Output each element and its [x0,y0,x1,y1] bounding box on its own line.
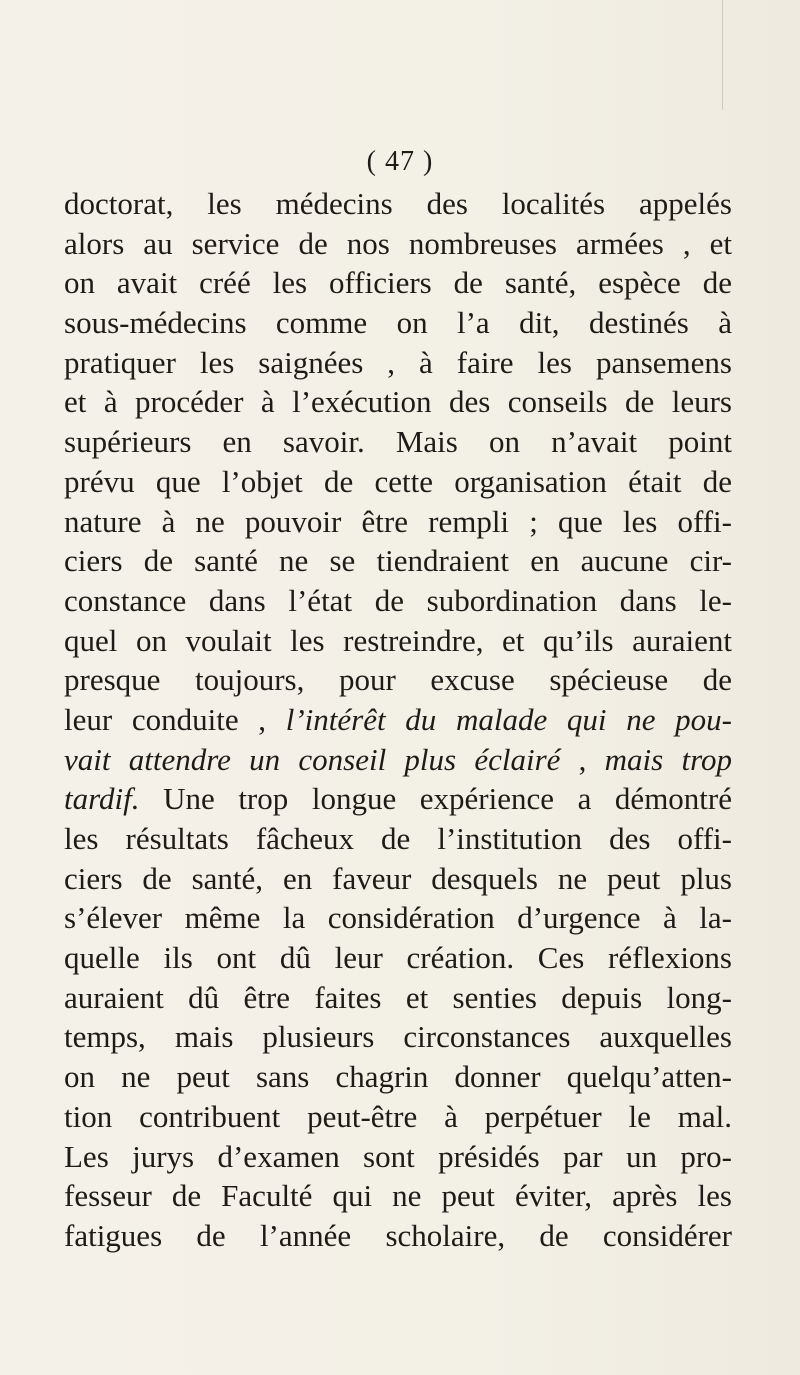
text-line [64,898,732,938]
text-line [64,541,732,581]
text-line [64,184,732,224]
text-line [64,224,732,264]
text-line [64,700,732,740]
text-segment: prévu que l’objet de cette organisation était de [64,463,732,499]
text-segment: leur conduite , [64,701,286,737]
text-line [64,978,732,1018]
text-segment: Les jurys d’examen sont présidés par un pro- [64,1138,732,1174]
text-line [64,1097,732,1137]
page-edge-line [722,0,723,110]
text-segment: et à procéder à l’exécution des conseils de leurs [64,384,732,420]
text-segment: doctorat, les médecins des localités appelés [64,186,732,221]
text-line [64,422,732,462]
text-line [64,621,732,661]
italic-text: tardif. [64,781,140,817]
text-segment: pratiquer les saignées , à faire les pansemens [64,344,732,380]
text-segment: ciers de santé, en faveur desquels ne peut plus [64,860,732,896]
text-line [64,740,732,780]
text-line [64,1137,732,1177]
text-line [64,581,732,621]
text-segment: quel on voulait les restreindre, et qu’ils auraient [64,622,732,658]
text-segment: ciers de santé ne se tiendraient en aucune cir- [64,543,732,579]
page-number: ( 47 ) [366,146,434,177]
text-line [64,819,732,859]
text-segment: temps, mais plusieurs circonstances auxquelles [64,1019,732,1055]
italic-text: mais trop [604,741,733,777]
text-line [64,263,732,303]
text-line [64,382,732,422]
text-line [64,502,732,542]
text-segment: s’élever même la considération d’urgence à la- [64,900,732,936]
text-segment: constance dans l’état de subordination dans le- [64,582,732,618]
text-line [64,1176,732,1216]
text-segment: les résultats fâcheux de l’institution des offi- [64,821,732,856]
text-segment: quelle ils ont dû leur création. Ces réflexions [64,940,732,976]
text-line [64,779,732,819]
text-segment: auraient dû être faites et senties depuis long- [64,979,732,1015]
italic-text: l’intérêt du malade qui ne pou- [285,701,732,737]
text-line [64,462,732,502]
text-line [64,1057,732,1097]
text-line [64,938,732,978]
text-line [64,660,732,700]
text-line [64,343,732,383]
text-segment: Une trop longue expérience a démontré [139,781,732,817]
text-line [64,1216,732,1256]
text-line [64,303,732,343]
text-segment: nature à ne pouvoir être rempli ; que les offi- [64,503,732,539]
text-segment: on avait créé les officiers de santé, espèce de [64,265,732,301]
text-segment: fatigues de l’année scholaire, de considérer [64,1217,732,1253]
body-text [64,184,732,1256]
text-line [64,1017,732,1057]
text-segment: , [560,741,605,777]
text-segment: supérieurs en savoir. Mais on n’avait point [64,424,732,460]
text-segment: presque toujours, pour excuse spécieuse de [64,662,732,698]
text-segment: alors au service de nos nombreuses armées , et [64,225,732,261]
text-segment: fesseur de Faculté qui ne peut éviter, après les [64,1178,732,1214]
text-segment: tion contribuent peut-être à perpétuer le mal. [64,1098,732,1134]
text-segment: sous-médecins comme on l’a dit, destinés à [64,305,732,341]
italic-text: vait attendre un conseil plus éclairé [64,741,561,777]
text-line [64,859,732,899]
text-segment: on ne peut sans chagrin donner quelqu’atten- [64,1059,732,1095]
